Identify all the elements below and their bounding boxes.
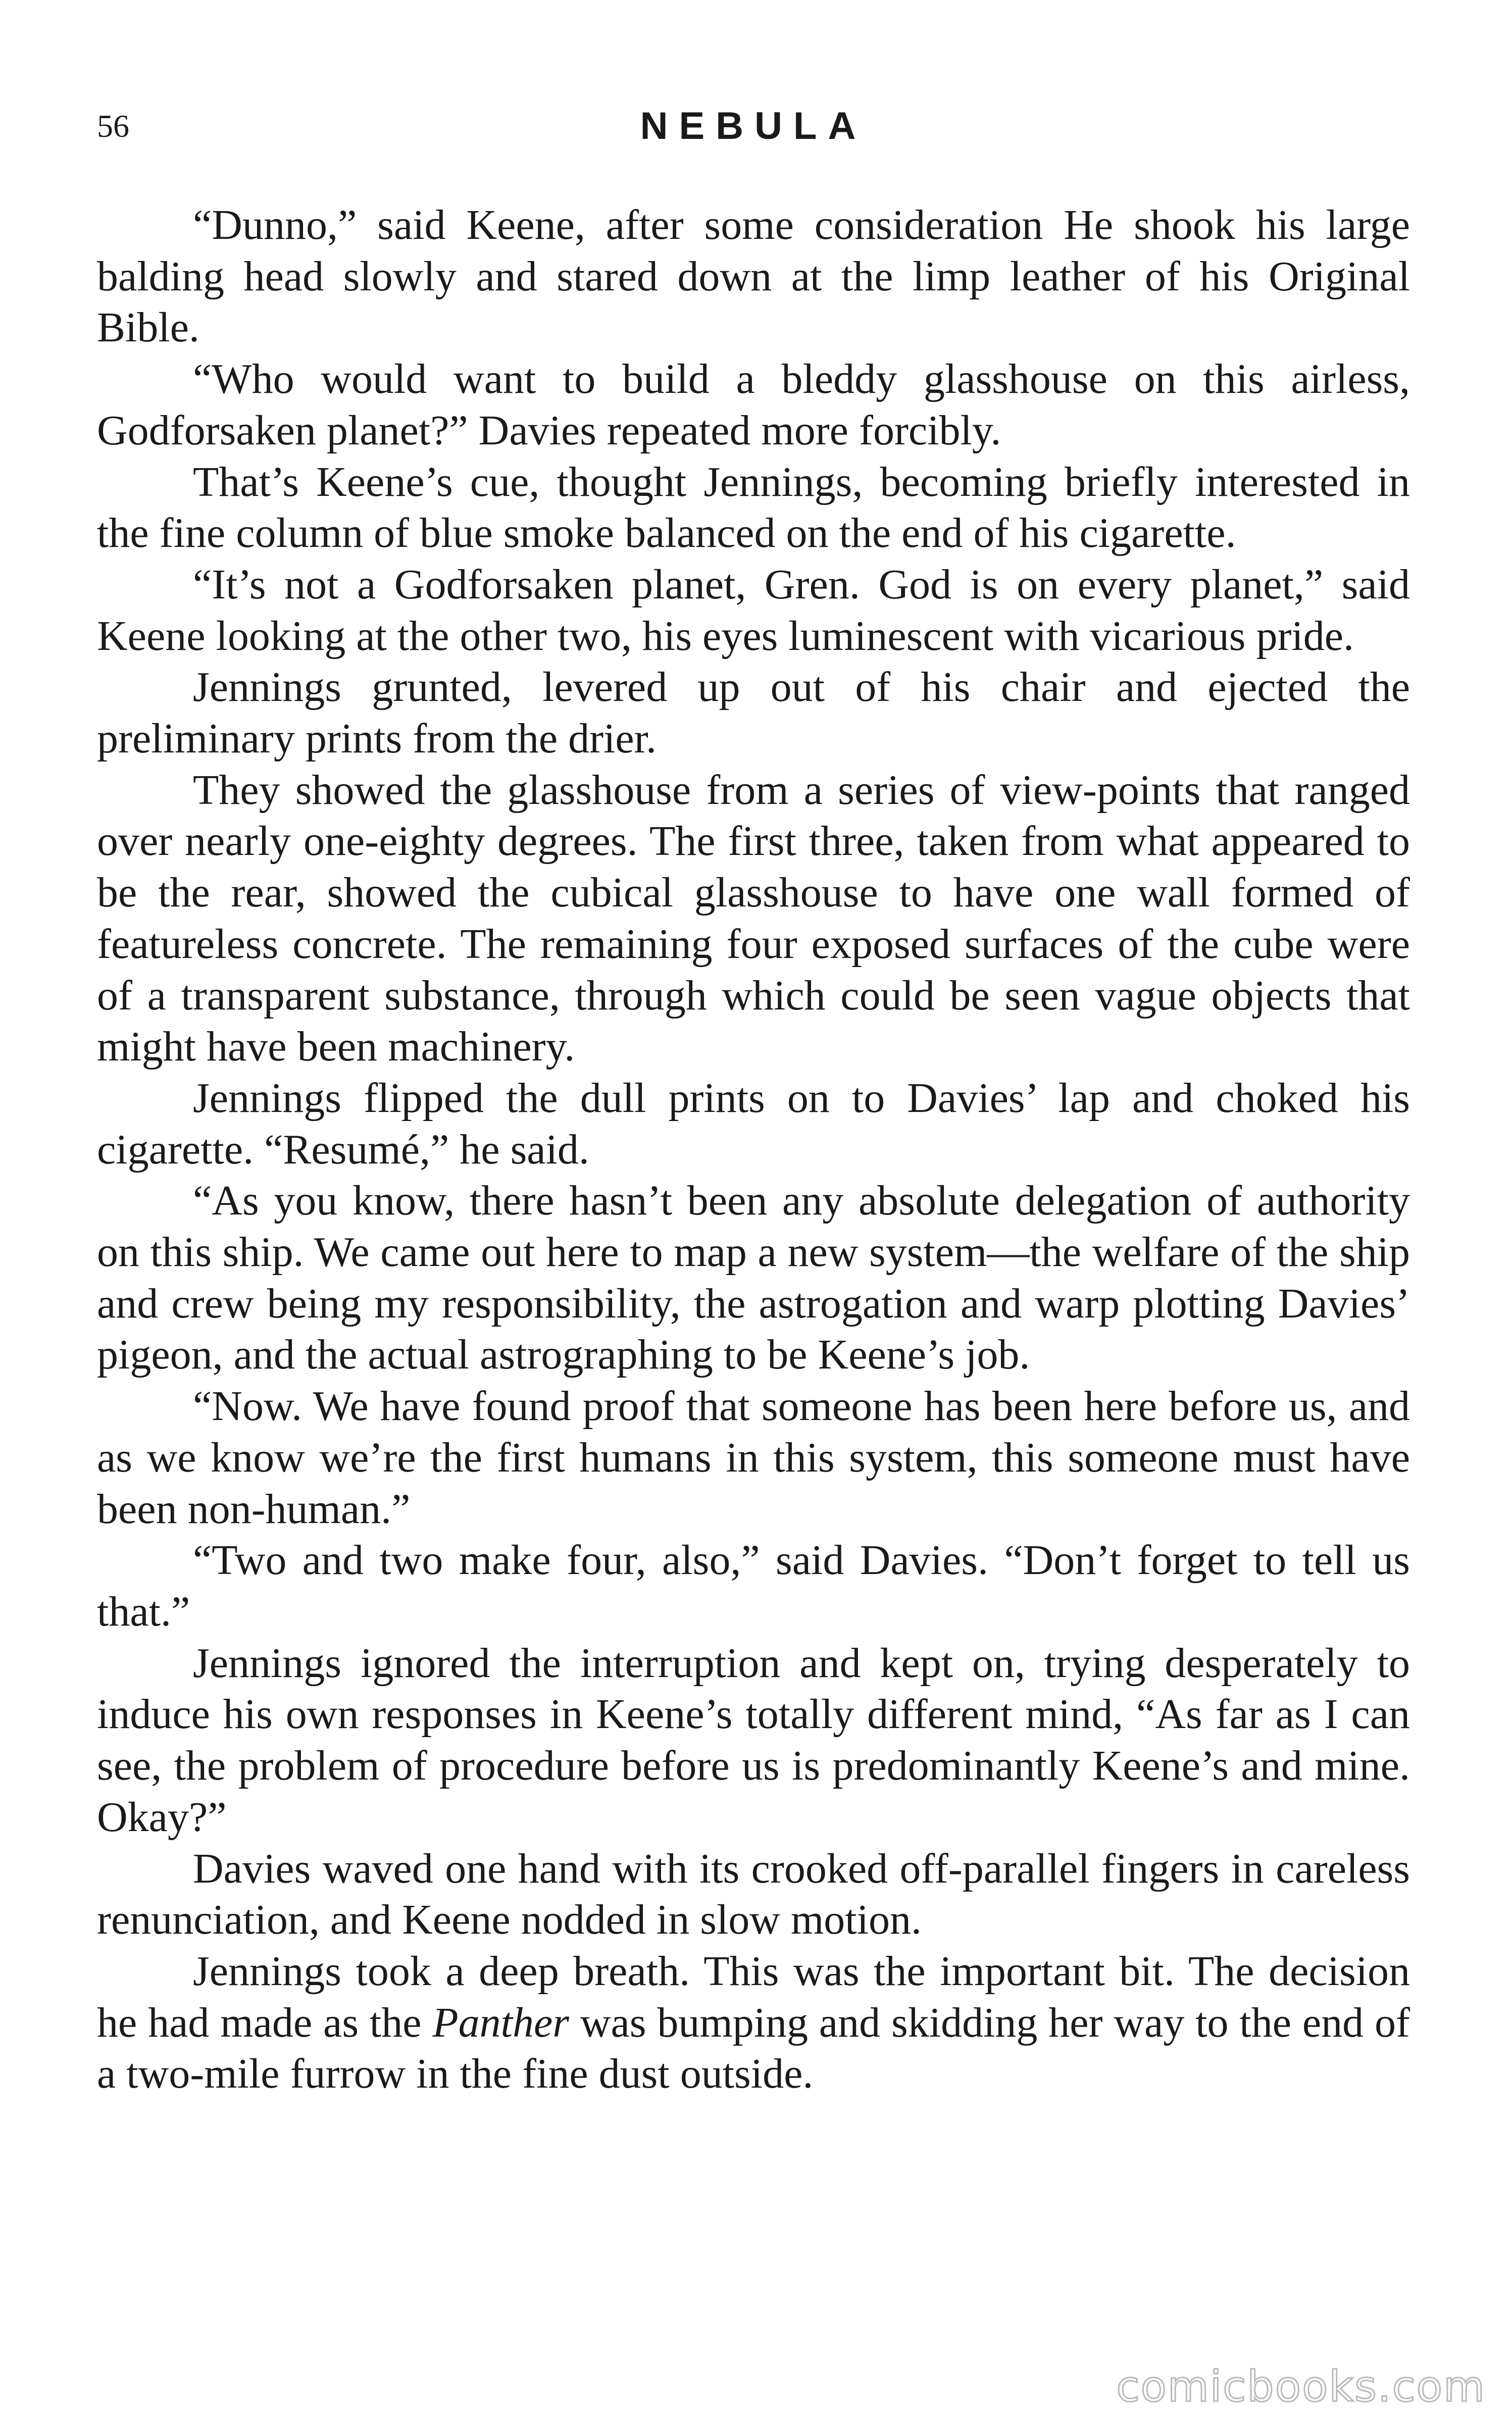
paragraph-final xyxy=(97,1946,1410,2100)
paragraph: That’s Keene’s cue, thought Jennings, becoming briefly interested in the fine column of blue smoke balanced on the end of his cigarette. xyxy=(97,458,1410,557)
paragraph: Jennings ignored the interruption and kept on, trying desperately to induce his own responses in Keene’s totally different mind, “As far as I can see, the problem of procedure before us is predominantly Keene’s and mine. Okay?” xyxy=(97,1639,1410,1841)
ship-name: Panther xyxy=(432,1999,569,2046)
paragraph: “It’s not a Godforsaken planet, Gren. God is on every planet,” said Keene looking at the other two, his eyes luminescent with vicarious pride. xyxy=(97,561,1410,660)
paragraph: They showed the glasshouse from a series of view-points that ranged over nearly one-eighty degrees. The first three, taken from what appeared to be the rear, showed the cubical glasshouse to have one wall formed of featureless concrete. The remaining four exposed surfaces of the cube were of a transparent substance, through which could be seen vague objects that might have been machinery. xyxy=(97,766,1410,1071)
paragraph: “Dunno,” said Keene, after some consideration He shook his large balding head slowly and stared down at the limp leather of his Original Bible. xyxy=(97,201,1410,351)
running-head xyxy=(97,98,1410,154)
paragraph: Jennings flipped the dull prints on to Davies’ lap and choked his cigarette. “Resumé,” he said. xyxy=(97,1074,1410,1173)
paragraph: “Two and two make four, also,” said Davies. “Don’t forget to tell us that.” xyxy=(97,1537,1410,1635)
watermark-logo: comicbooks.com xyxy=(1116,2362,1486,2411)
paragraph: “Who would want to build a bleddy glasshouse on this airless, Godforsaken planet?” Davies repeated more forcibly. xyxy=(97,356,1410,454)
magazine-title: NEBULA xyxy=(640,105,867,147)
paragraph: “As you know, there hasn’t been any absolute delegation of authority on this ship. We came out here to map a new system—the welfare of the ship and crew being my responsibility, the astrogation and warp plotting Davies’ pigeon, and the actual astrographing to be Keene’s job. xyxy=(97,1177,1410,1379)
paragraph-final-start: Jennings took a deep breath. This was the important bit. The decision he had made as the xyxy=(97,1947,1410,2046)
paragraph: “Now. We have found proof that someone has been here before us, and as we know we’re the first humans in this system, this someone must have been non-human.” xyxy=(97,1383,1410,1533)
paragraph: Davies waved one hand with its crooked off-parallel fingers in careless renunciation, and Keene nodded in slow motion. xyxy=(97,1845,1410,1944)
story-text xyxy=(97,199,1410,2100)
paragraph: Jennings grunted, levered up out of his chair and ejected the preliminary prints from the drier. xyxy=(97,664,1410,763)
page-number: 56 xyxy=(97,108,129,144)
paragraph-final-end: was bumping and skidding her way to the end of a two-mile furrow in the fine dust outside. xyxy=(97,1999,1410,2098)
